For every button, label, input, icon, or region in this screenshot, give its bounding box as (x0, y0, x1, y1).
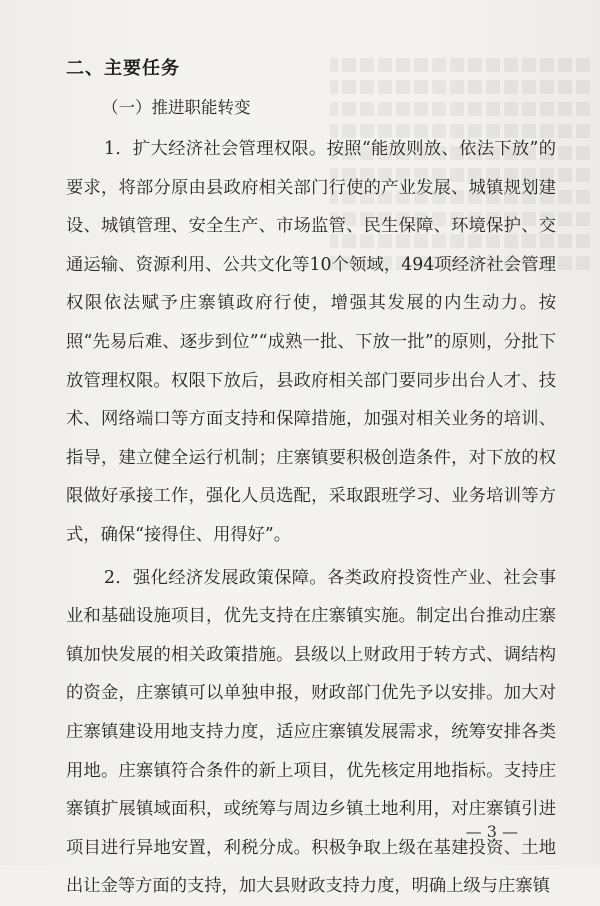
subsection-heading: （一）推进职能转变 (102, 98, 251, 117)
page-number: — 3 — (465, 822, 518, 841)
section-heading: 二、主要任务 (66, 58, 180, 79)
document-body (66, 54, 556, 906)
paragraph-1: 1．扩大经济社会管理权限。按照“能放则放、依法下放”的要求，将部分原由县政府相关部门行使的产业发展、城镇规划建设、城镇管理、安全生产、市场监管、民生保障、环境保护、交通运输、资源利用、公共文化等10个领域，494项经济社会管理权限依法赋予庄寨镇政府行使，增强其发展的内生动力。按照“先易后难、逐步到位”“成熟一批、下放一批”的原则，分批下放管理权限。权限下放后，县政府相关部门要同步出台人才、技术、网络端口等方面支持和保障措施，加强对相关业务的培训、指导，建立健全运行机制；庄寨镇要积极创造条件，对下放的权限做好承接工作，强化人员选配，采取跟班学习、业务培训等方式，确保“接得住、用得好”。 (66, 139, 556, 545)
paragraph-2: 2．强化经济发展政策保障。各类政府投资性产业、社会事业和基础设施项目，优先支持在庄寨镇实施。制定出台推动庄寨镇加快发展的相关政策措施。县级以上财政用于转方式、调结构的资金，庄寨镇可以单独申报，财政部门优先予以安排。加大对庄寨镇建设用地支持力度，适应庄寨镇发展需求，统筹安排各类用地。庄寨镇符合条件的新上项目，优先核定用地指标。支持庄寨镇扩展镇域面积，或统筹与周边乡镇土地利用，对庄寨镇引进项目进行异地安置，利税分成。积极争取上级在基建投资、土地出让金等方面的支持，加大县财政支持力度，明确上级与庄寨镇 (66, 567, 556, 897)
